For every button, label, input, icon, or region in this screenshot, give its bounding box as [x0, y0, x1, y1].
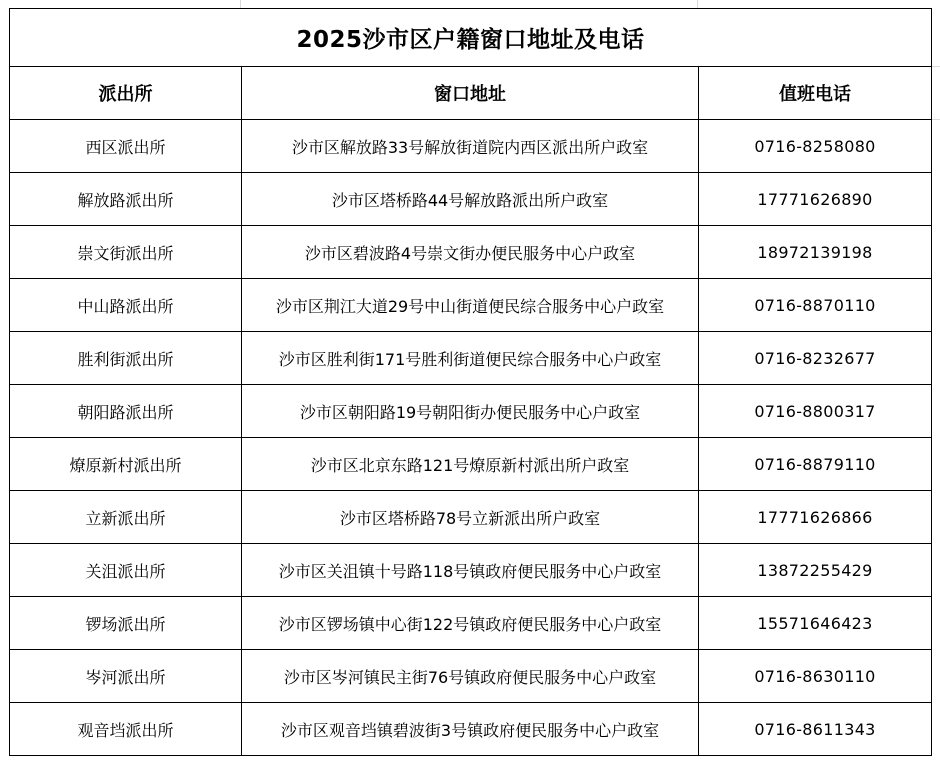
table-row	[10, 279, 932, 332]
cell-station[interactable]: 锣场派出所	[10, 597, 242, 650]
cell-phone[interactable]: 17771626890	[699, 173, 932, 226]
gridline	[931, 66, 940, 67]
cell-phone[interactable]: 0716-8870110	[699, 279, 932, 332]
cell-address[interactable]: 沙市区碧波路4号崇文街办便民服务中心户政室	[242, 226, 699, 279]
column-header-phone[interactable]: 值班电话	[699, 67, 932, 120]
gridline	[240, 0, 241, 8]
cell-station[interactable]: 关沮派出所	[10, 544, 242, 597]
cell-station[interactable]: 中山路派出所	[10, 279, 242, 332]
table-row	[10, 491, 932, 544]
cell-phone[interactable]: 0716-8258080	[699, 120, 932, 173]
cell-address[interactable]: 沙市区解放路33号解放街道院内西区派出所户政室	[242, 120, 699, 173]
cell-address[interactable]: 沙市区锣场镇中心街122号镇政府便民服务中心户政室	[242, 597, 699, 650]
cell-address[interactable]: 沙市区北京东路121号燎原新村派出所户政室	[242, 438, 699, 491]
cell-station[interactable]: 朝阳路派出所	[10, 385, 242, 438]
cell-phone[interactable]: 0716-8611343	[699, 703, 932, 756]
cell-address[interactable]: 沙市区关沮镇十号路118号镇政府便民服务中心户政室	[242, 544, 699, 597]
cell-phone[interactable]: 0716-8879110	[699, 438, 932, 491]
cell-phone[interactable]: 13872255429	[699, 544, 932, 597]
column-header-address[interactable]: 窗口地址	[242, 67, 699, 120]
header-row	[10, 67, 932, 120]
table-row	[10, 703, 932, 756]
cell-station[interactable]: 立新派出所	[10, 491, 242, 544]
table-row	[10, 120, 932, 173]
cell-phone[interactable]: 15571646423	[699, 597, 932, 650]
title-row	[10, 9, 932, 67]
table-title[interactable]: 2025沙市区户籍窗口地址及电话	[10, 9, 932, 67]
table-row	[10, 544, 932, 597]
table-row	[10, 438, 932, 491]
table-row	[10, 597, 932, 650]
cell-address[interactable]: 沙市区塔桥路44号解放路派出所户政室	[242, 173, 699, 226]
table-row	[10, 173, 932, 226]
table-row	[10, 226, 932, 279]
cell-address[interactable]: 沙市区荆江大道29号中山街道便民综合服务中心户政室	[242, 279, 699, 332]
cell-phone[interactable]: 0716-8800317	[699, 385, 932, 438]
cell-station[interactable]: 岑河派出所	[10, 650, 242, 703]
cell-station[interactable]: 崇文街派出所	[10, 226, 242, 279]
cell-address[interactable]: 沙市区观音垱镇碧波街3号镇政府便民服务中心户政室	[242, 703, 699, 756]
cell-station[interactable]: 观音垱派出所	[10, 703, 242, 756]
cell-station[interactable]: 燎原新村派出所	[10, 438, 242, 491]
cell-address[interactable]: 沙市区胜利街171号胜利街道便民综合服务中心户政室	[242, 332, 699, 385]
cell-address[interactable]: 沙市区朝阳路19号朝阳街办便民服务中心户政室	[242, 385, 699, 438]
gridline	[697, 0, 698, 8]
cell-station[interactable]: 解放路派出所	[10, 173, 242, 226]
cell-phone[interactable]: 17771626866	[699, 491, 932, 544]
table-row	[10, 332, 932, 385]
cell-phone[interactable]: 18972139198	[699, 226, 932, 279]
household-registration-table	[9, 8, 932, 756]
cell-address[interactable]: 沙市区塔桥路78号立新派出所户政室	[242, 491, 699, 544]
table-row	[10, 650, 932, 703]
cell-phone[interactable]: 0716-8630110	[699, 650, 932, 703]
table-row	[10, 385, 932, 438]
gridline	[931, 119, 940, 120]
column-header-station[interactable]: 派出所	[10, 67, 242, 120]
cell-station[interactable]: 西区派出所	[10, 120, 242, 173]
cell-station[interactable]: 胜利街派出所	[10, 332, 242, 385]
cell-address[interactable]: 沙市区岑河镇民主街76号镇政府便民服务中心户政室	[242, 650, 699, 703]
cell-phone[interactable]: 0716-8232677	[699, 332, 932, 385]
